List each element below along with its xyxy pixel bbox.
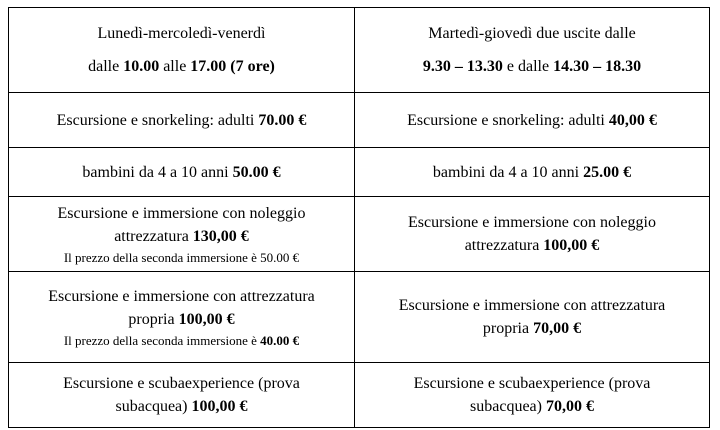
scuba-experience-right: Escursione e scubaexperience (prova subacquea) 70,00 € [355,363,710,428]
schedule-hours-right: 9.30 – 13.30 e dalle 14.30 – 18.30 [422,58,642,75]
dive-rental-right: Escursione e immersione con noleggio attrezzatura 100,00 € [355,197,710,272]
snorkeling-adults-row [9,93,710,148]
snorkeling-adults-left: Escursione e snorkeling: adulti 70.00 € [9,93,355,148]
snorkeling-adults-right: Escursione e snorkeling: adulti 40,00 € [355,93,710,148]
schedule-days-left: Lunedì-mercoledì-venerdì [97,25,266,42]
dive-own-gear-row [9,272,710,363]
second-dive-note: Il prezzo della seconda immersione è 50.00 € [63,249,300,265]
children-right: bambini da 4 a 10 anni 25.00 € [355,148,710,197]
scuba-experience-left: Escursione e scubaexperience (prova subacquea) 100,00 € [9,363,355,428]
children-row [9,148,710,197]
price-table [8,7,710,428]
dive-own-gear-left: Escursione e immersione con attrezzatura propria 100,00 € Il prezzo della seconda immersione è 40.00 € [9,272,355,363]
schedule-cell-tue-thu [355,8,710,93]
dive-rental-left: Escursione e immersione con noleggio attrezzatura 130,00 € Il prezzo della seconda immersione è 50.00 € [9,197,355,272]
schedule-cell-mon-wed-fri [9,8,355,93]
schedule-days-right: Martedì-giovedì due uscite dalle [428,25,636,42]
children-left: bambini da 4 a 10 anni 50.00 € [9,148,355,197]
dive-own-gear-right: Escursione e immersione con attrezzatura propria 70,00 € [355,272,710,363]
dive-rental-row [9,197,710,272]
second-dive-note: Il prezzo della seconda immersione è 40.00 € [63,332,300,348]
schedule-hours-left: dalle 10.00 alle 17.00 (7 ore) [88,58,275,75]
schedule-row [9,8,710,93]
scuba-experience-row [9,363,710,428]
